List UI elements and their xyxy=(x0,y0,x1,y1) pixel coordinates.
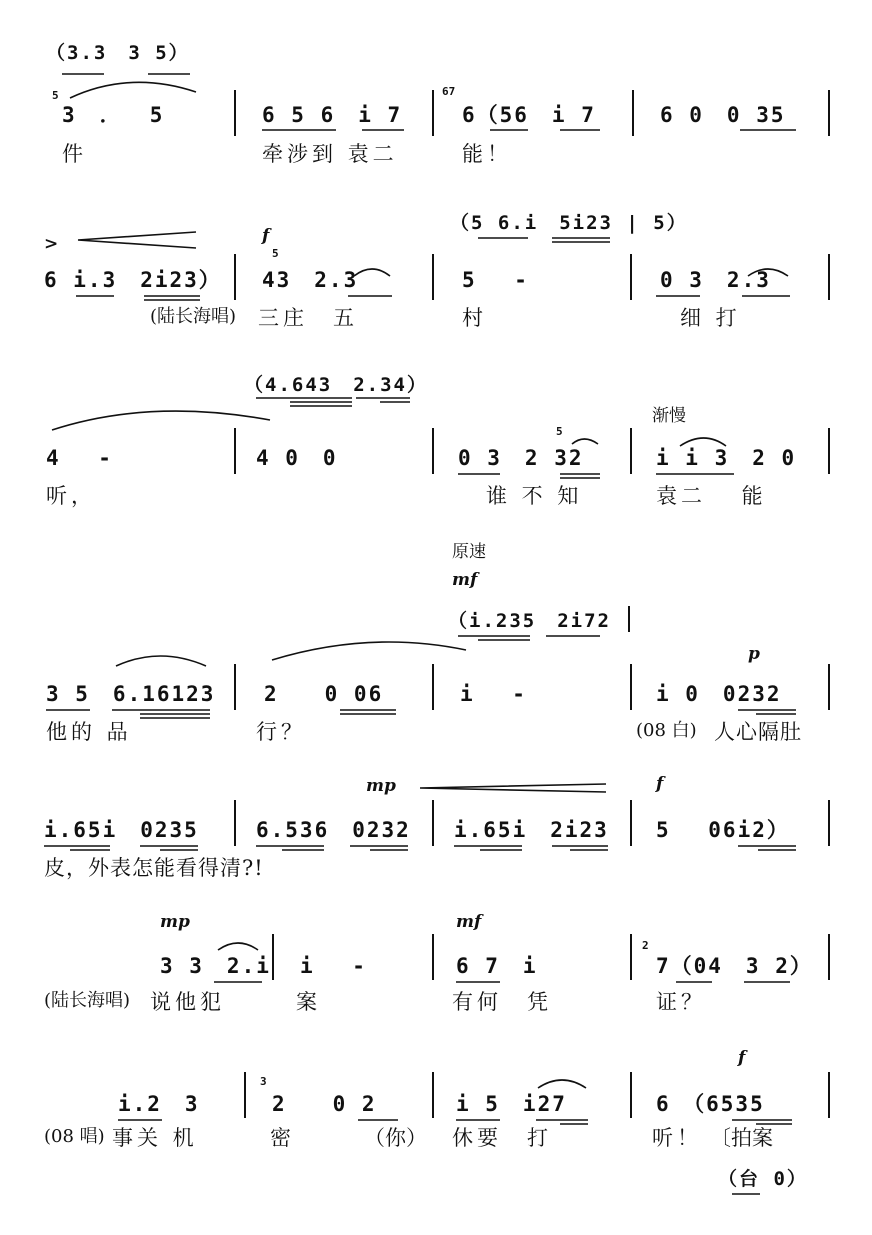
intro-phrase: （5 6.i 5i23 | 5） xyxy=(450,212,688,234)
barline xyxy=(828,90,830,136)
dynamic-mark: mf xyxy=(456,912,482,932)
measure-notes: 3 3 2.i xyxy=(160,954,271,978)
barline xyxy=(632,90,634,136)
slur xyxy=(538,1080,586,1088)
grace-note: 5 xyxy=(272,247,279,260)
lyric: 人心隔肚 xyxy=(714,720,802,744)
slur xyxy=(354,269,390,276)
slur xyxy=(680,438,726,446)
lyric: 听， xyxy=(46,484,96,508)
lyric: 有何 凭 xyxy=(452,990,552,1014)
speaker-label: (陆长海唱) xyxy=(150,306,237,327)
lyric: 袁二 能 xyxy=(656,484,767,508)
lyric: 三庄 五 xyxy=(258,306,358,330)
dynamic-mark: mp xyxy=(160,912,190,932)
barline xyxy=(432,800,434,846)
barline xyxy=(628,606,630,632)
barline xyxy=(828,1072,830,1118)
speaker-label: (陆长海唱) xyxy=(44,990,131,1011)
barline xyxy=(630,254,632,300)
slur xyxy=(218,943,258,950)
barline xyxy=(234,428,236,474)
lyric: 皮，外表怎能看得清?! xyxy=(44,856,264,880)
lyric: （你） xyxy=(364,1126,427,1150)
measure-notes: 43 2.3 xyxy=(262,268,359,292)
dynamic-mark: p xyxy=(748,644,760,664)
slur xyxy=(272,642,466,660)
measure-notes: i - xyxy=(460,682,527,706)
grace-note: 5 xyxy=(52,89,59,102)
barline xyxy=(432,90,434,136)
measure-notes: 0 3 2.3 xyxy=(660,268,771,292)
measure-notes: 4 0 0 xyxy=(256,446,338,470)
slur xyxy=(116,656,206,666)
grace-note: 67 xyxy=(442,85,456,98)
barline xyxy=(432,254,434,300)
intro-phrase: （4.643 2.34） xyxy=(244,374,428,396)
barline xyxy=(234,800,236,846)
measure-notes: 0 3 2 32 xyxy=(458,446,584,470)
measure-notes: i 0 0232 xyxy=(656,682,782,706)
accent-mark: > xyxy=(44,234,59,254)
measure-notes: 2 0 06 xyxy=(264,682,384,706)
slur xyxy=(572,439,598,444)
measure-notes: i i 3 2 0 xyxy=(656,446,797,470)
barline xyxy=(432,428,434,474)
barline xyxy=(828,934,830,980)
measure-notes: 4 - xyxy=(46,446,113,470)
barline xyxy=(828,254,830,300)
lyric: 休要 打 xyxy=(452,1126,552,1150)
barline xyxy=(432,1072,434,1118)
stage-direction: 〔拍案 xyxy=(710,1126,773,1150)
barline xyxy=(828,428,830,474)
lyric: 听！ xyxy=(652,1126,702,1150)
lyric: 证？ xyxy=(656,990,706,1014)
grace-note: 2 xyxy=(642,939,649,952)
measure-notes: 3 ． 5 xyxy=(62,103,165,127)
lyric: 牵涉到 袁二 xyxy=(262,142,398,166)
lyric: 能！ xyxy=(462,142,512,166)
lyric: 说他犯 xyxy=(150,990,225,1014)
measure-notes: 5 06i2） xyxy=(656,818,790,842)
intro-phrase: （i.235 2i72 xyxy=(448,610,611,632)
measure-notes: 6 （6535 xyxy=(656,1092,765,1116)
barline xyxy=(828,800,830,846)
percussion-note: （台 0） xyxy=(718,1168,808,1190)
tempo-mark: 渐慢 xyxy=(652,406,686,426)
barline xyxy=(234,254,236,300)
slur xyxy=(52,411,270,430)
grace-note: 3 xyxy=(260,1075,267,1088)
dynamic-mark: mf xyxy=(452,570,478,590)
measure-notes: 3 5 6.16123 xyxy=(46,682,216,706)
lyric: 细 打 xyxy=(680,306,741,330)
barline xyxy=(234,90,236,136)
barline xyxy=(432,664,434,710)
barline xyxy=(272,934,274,980)
barline xyxy=(630,428,632,474)
crescendo-hairpin xyxy=(78,232,196,248)
barline xyxy=(630,1072,632,1118)
measure-notes: 6 i.3 2i23） xyxy=(44,268,222,292)
lyric: 事关 机 xyxy=(112,1126,198,1150)
barline xyxy=(630,800,632,846)
speaker-label: (08 唱) xyxy=(44,1126,105,1147)
barline xyxy=(630,664,632,710)
tempo-mark: 原速 xyxy=(452,542,486,562)
dynamic-mark: f xyxy=(262,226,270,246)
measure-notes: 6（56 i 7 xyxy=(462,103,596,127)
intro-phrase: （3.3 3 5） xyxy=(46,42,190,64)
lyric: 行？ xyxy=(256,720,306,744)
measure-notes: 7（04 3 2） xyxy=(656,954,813,978)
measure-notes: i.65i 0235 xyxy=(44,818,199,842)
speaker-label: (08 白) xyxy=(636,720,697,741)
lyric: 件 xyxy=(62,142,87,166)
measure-notes: i - xyxy=(300,954,367,978)
measure-notes: i.2 3 xyxy=(118,1092,200,1116)
measure-notes: 6 7 i xyxy=(456,954,538,978)
lyric: 谁 不 知 xyxy=(486,484,583,508)
lyric: 村 xyxy=(462,306,487,330)
measure-notes: i.65i 2i23 xyxy=(454,818,609,842)
barline xyxy=(630,934,632,980)
barline xyxy=(234,664,236,710)
lyric: 案 xyxy=(296,990,321,1014)
measure-notes: 6 5 6 i 7 xyxy=(262,103,403,127)
dynamic-mark: f xyxy=(738,1048,746,1068)
dynamic-mark: f xyxy=(656,774,664,794)
measure-notes: 6.536 0232 xyxy=(256,818,411,842)
dynamic-mark: mp xyxy=(366,776,396,796)
measure-notes: 2 0 2 xyxy=(272,1092,377,1116)
measure-notes: 6 0 0 35 xyxy=(660,103,786,127)
decrescendo-hairpin xyxy=(420,784,606,792)
grace-note: 5 xyxy=(556,425,563,438)
barline xyxy=(432,934,434,980)
lyric: 他的 品 xyxy=(46,720,132,744)
barline xyxy=(244,1072,246,1118)
slur xyxy=(70,82,196,98)
measure-notes: i 5 i27 xyxy=(456,1092,567,1116)
lyric: 密 xyxy=(270,1126,295,1150)
barline xyxy=(828,664,830,710)
measure-notes: 5 - xyxy=(462,268,529,292)
